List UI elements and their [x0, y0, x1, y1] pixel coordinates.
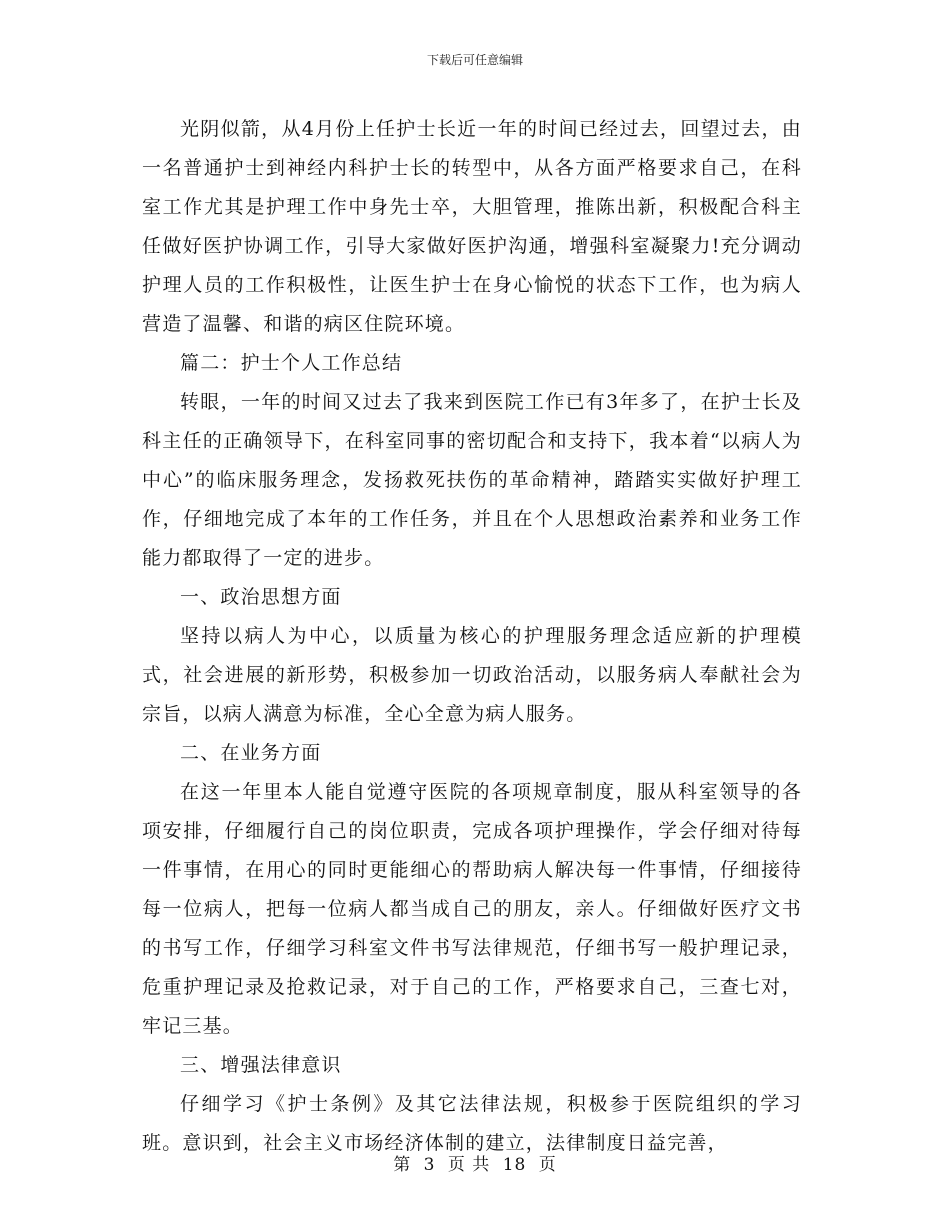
document-body	[142, 110, 802, 1163]
footer-page-number: 3	[423, 1155, 436, 1175]
page-header: 下载后可任意编辑	[426, 53, 523, 67]
paragraph-business: 在这一年里本人能自觉遵守医院的各项规章制度，服从科室领导的各项安排，仔细履行自己的岗位职责，完成各项护理操作，学会仔细对待每一件事情，在用心的同时更能细心的帮助病人解决每一件事情，仔细接待每一位病人，把每一位病人都当成自己的朋友，亲人。仔细做好医疗文书的书写工作，仔细学习科室文件书写法律规范，仔细书写一般护理记录，危重护理记录及抢救记录，对于自己的工作，严格要求自己，三查七对，牢记三基。	[142, 781, 802, 1037]
paragraph-intro: 光阴似箭，从4月份上任护士长近一年的时间已经过去，回望过去，由一名普通护士到神经内科护士长的转型中，从各方面严格要求自己，在科室工作尤其是护理工作中身先士卒，大胆管理，推陈出新，积极配合科主任做好医护协调工作，引导大家做好医护沟通，增强科室凝聚力!充分调动护理人员的工作积极性，让医生护士在身心愉悦的状态下工作，也为病人营造了温馨、和谐的病区住院环境。	[142, 118, 802, 335]
paragraph-summary: 转眼，一年的时间又过去了我来到医院工作已有3年多了，在护士长及科主任的正确领导下，在科室同事的密切配合和支持下，我本着“以病人为中心”的临床服务理念，发扬救死扶伤的革命精神，踏踏实实做好护理工作，仔细地完成了本年的工作任务，并且在个人思想政治素养和业务工作能力都取得了一定的进步。	[142, 391, 802, 569]
paragraph-politics: 坚持以病人为中心，以质量为核心的护理服务理念适应新的护理模式，社会进展的新形势，积极参加一切政治活动，以服务病人奉献社会为宗旨，以病人满意为标准，全心全意为病人服务。	[142, 625, 802, 725]
footer-middle: 页 共	[447, 1155, 491, 1175]
section-title-chapter-two: 篇二：护士个人工作总结	[180, 352, 403, 374]
section-heading-business: 二、在业务方面	[180, 742, 322, 764]
footer-suffix: 页	[538, 1155, 557, 1175]
footer-prefix: 第	[393, 1155, 412, 1175]
paragraph-law: 仔细学习《护士条例》及其它法律法规，积极参于医院组织的学习班。意识到，社会主义市场经济体制的建立，法律制度日益完善，	[142, 1093, 802, 1154]
page-footer	[0, 1154, 950, 1176]
footer-total-pages: 18	[502, 1155, 527, 1175]
section-heading-politics: 一、政治思想方面	[180, 586, 342, 608]
section-heading-law: 三、增强法律意识	[180, 1054, 342, 1076]
